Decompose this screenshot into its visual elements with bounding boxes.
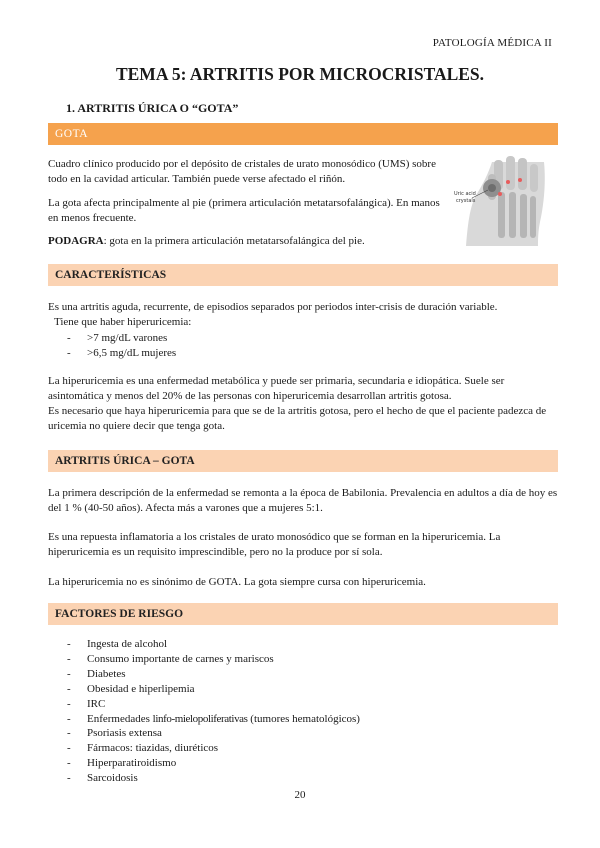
list-item: - Ingesta de alcohol: [67, 637, 360, 652]
enfermedades-suffix: (tumores hematológicos): [247, 712, 360, 725]
podagra-definition: : gota en la primera articulación metatarsofalángica del pie.: [103, 235, 365, 247]
list-item: - Hiperparatiroidismo: [67, 756, 360, 771]
list-item: - >7 mg/dL varones: [67, 331, 176, 346]
list-item: [67, 712, 360, 727]
gota-paragraph-2: La gota afecta principalmente al pie (primera articulación metatarsofalángica). En manos en menos frecuente.: [48, 197, 440, 224]
list-item: - IRC: [67, 697, 360, 712]
foot-xray-figure: [448, 152, 552, 246]
page-title: TEMA 5: ARTRITIS POR MICROCRISTALES.: [115, 64, 485, 84]
section-heading: 1. ARTRITIS ÚRICA O “GOTA”: [66, 101, 239, 115]
podagra-term: PODAGRA: [48, 235, 104, 247]
artritis-paragraph-2: Es una repuesta inflamatoria a los cristales de urato monosódico que se forman en la hiperuricemia. La hiperuricemia es un requisito imprescindible, pero no la produce por sí sola.: [48, 531, 501, 558]
page-number: 20: [294, 789, 306, 801]
linfo-mielopoliferativas-term: linfo-mielopoliferativas: [152, 712, 248, 725]
list-item: - Psoriasis extensa: [67, 726, 360, 741]
band-factores-riesgo: FACTORES DE RIESGO: [48, 603, 558, 625]
band-caracteristicas: CARACTERÍSTICAS: [48, 264, 558, 286]
gota-podagra: [48, 234, 448, 249]
artritis-paragraph-1: La primera descripción de la enfermedad se remonta a la época de Babilonia. Prevalencia en adultos a día de hoy es del 1 % (40-50 años). Afecta más a varones que a mujeres 5:1.: [48, 487, 558, 514]
list-item: - Fármacos: tiazidas, diuréticos: [67, 741, 360, 756]
list-item: - Sarcoidosis: [67, 771, 360, 786]
band-artritis-urica: ARTRITIS ÚRICA – GOTA: [48, 450, 558, 472]
running-header: PATOLOGÍA MÉDICA II: [432, 37, 552, 49]
list-item: - Obesidad e hiperlipemia: [67, 682, 360, 697]
gota-paragraph-1: Cuadro clínico producido por el depósito de cristales de urato monosódico (UMS) sobre todo en la cavidad articular. También puede verse afectado el riñón.: [48, 158, 436, 185]
risk-factors-list: [67, 637, 360, 786]
figure-label-crystals: crystals: [456, 198, 476, 204]
list-item: - Diabetes: [67, 667, 360, 682]
list-item: - >6,5 mg/dL mujeres: [67, 346, 176, 361]
figure-label-uric: Uric acid: [454, 191, 476, 197]
caracteristicas-paragraph-4: Es necesario que haya hiperuricemia para que se de la artritis gotosa, pero el hecho de que el paciente padezca de uricemia no quiere decir que tenga gota.: [48, 405, 547, 432]
hiperuricemia-thresholds-list: [67, 331, 176, 361]
enfermedades-prefix: Enfermedades: [87, 712, 153, 725]
caracteristicas-paragraph-2: Tiene que haber hiperuricemia:: [54, 316, 192, 328]
caracteristicas-paragraph-1: Es una artritis aguda, recurrente, de episodios separados por periodos inter-crisis de duración variable.: [48, 301, 498, 313]
caracteristicas-paragraph-3: La hiperuricemia es una enfermedad metabólica y puede ser primaria, secundaria e idiopática. Suele ser asintomática y menos del 20% de las personas con hiperuricemia desarrollan artritis gotosa.: [48, 375, 505, 402]
band-gota: GOTA: [48, 123, 558, 145]
artritis-paragraph-3: La hiperuricemia no es sinónimo de GOTA. La gota siempre cursa con hiperuricemia.: [48, 576, 426, 588]
list-item: - Consumo importante de carnes y mariscos: [67, 652, 360, 667]
